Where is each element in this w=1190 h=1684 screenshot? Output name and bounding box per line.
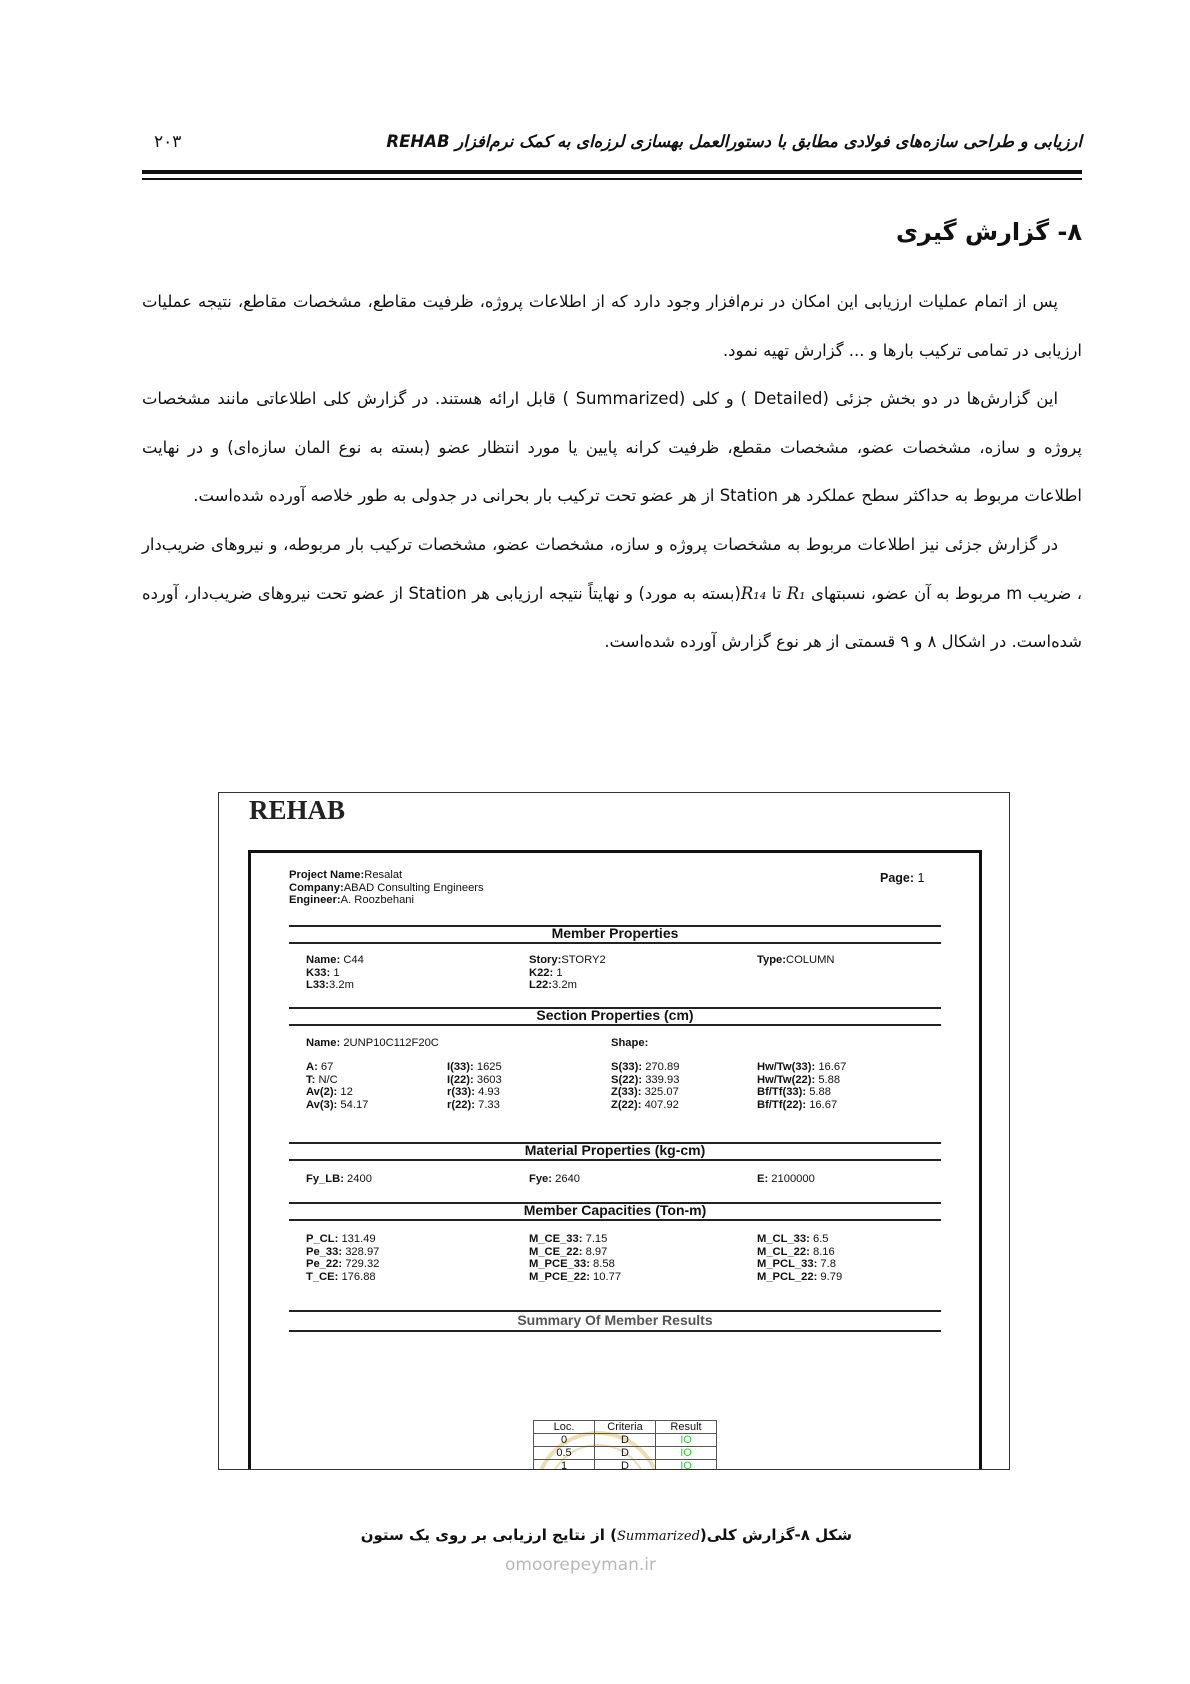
prop-label: r(33):	[447, 1086, 475, 1099]
cap-label: Pe_33:	[306, 1245, 343, 1258]
l22-label: L22:	[529, 979, 553, 992]
cap-value: 131.49	[341, 1233, 376, 1245]
k33-value: 1	[333, 966, 340, 979]
prop-value: 270.89	[645, 1061, 680, 1073]
section-col1	[306, 1061, 368, 1111]
prop-value: 339.93	[645, 1073, 680, 1086]
section-props-bottom-line	[289, 1024, 941, 1026]
member-props-col2	[529, 954, 606, 992]
l33-label: L33:	[306, 979, 330, 992]
capacities-bottom-line	[289, 1219, 941, 1221]
criteria-cell: D	[595, 1434, 656, 1447]
cap-label: T_CE:	[306, 1270, 339, 1283]
section-col3	[611, 1061, 679, 1111]
paragraph-3-part-a: در گزارش جزئی نیز اطلاعات مربوط به مشخصات پروژه و سازه، مشخصات عضو، مشخصات ترکیب بار مربوطه، و نیروهای ضریب‌دار ، ضریب m مربوط به آن عضو، نسبتهای	[142, 534, 1082, 603]
project-info	[289, 869, 484, 907]
material-props-bottom-line	[289, 1159, 941, 1161]
summary-title: Summary Of Member Results	[517, 1312, 713, 1328]
cap-label: M_CL_33:	[757, 1233, 810, 1245]
figure-frame	[218, 792, 1010, 1470]
member-props-col1	[306, 954, 364, 992]
prop-label: S(22):	[611, 1073, 643, 1086]
caption-latin: Summarized	[616, 1529, 700, 1544]
material-props-title: Material Properties (kg-cm)	[524, 1142, 706, 1158]
prop-value: 1625	[476, 1061, 502, 1073]
prop-value: 7.33	[478, 1098, 500, 1111]
cap-value: 9.79	[820, 1270, 843, 1283]
l33-value: 3.2m	[329, 979, 354, 992]
prop-label: Av(2):	[306, 1086, 338, 1099]
prop-label: Bf/Tf(33):	[757, 1086, 807, 1099]
cap-label: M_PCE_22:	[529, 1270, 590, 1283]
engineer-value: A. Roozbehani	[340, 894, 415, 907]
l22-value: 3.2m	[552, 979, 577, 992]
loc-cell: 0	[534, 1434, 595, 1447]
cap-value: 729.32	[345, 1258, 380, 1271]
prop-value: N/C	[318, 1073, 338, 1086]
prop-label: Z(22):	[611, 1098, 642, 1111]
running-title: ارزیابی و طراحی سازه‌های فولادی مطابق با دستورالعمل بهسازی لرزه‌ای به کمک نرم‌افزار REHAB	[386, 132, 1082, 151]
capacities-col3	[757, 1233, 842, 1283]
type-label: Type:	[757, 954, 787, 966]
prop-value: 325.07	[644, 1086, 679, 1099]
running-header	[142, 132, 1082, 162]
engineer-label: Engineer:	[289, 894, 341, 907]
prop-label: Z(33):	[611, 1086, 642, 1099]
prop-value: 4.93	[478, 1086, 500, 1099]
cap-label: M_PCL_33:	[757, 1258, 818, 1271]
header-rule-thin	[142, 178, 1082, 180]
section-name-value: 2UNP10C112F20C	[343, 1037, 439, 1049]
caption-suffix: ) از نتایج ارزیابی بر روی یک ستون	[360, 1526, 617, 1544]
criteria-cell: D	[595, 1460, 656, 1471]
e-value: 2100000	[771, 1173, 815, 1185]
result-cell: IO	[656, 1447, 717, 1460]
cap-value: 8.58	[593, 1258, 615, 1271]
prop-label: Hw/Tw(33):	[757, 1061, 816, 1073]
prop-value: 12	[340, 1086, 353, 1099]
cap-value: 8.97	[585, 1245, 608, 1258]
page-number: ۲۰۳	[154, 132, 182, 152]
report-box	[248, 850, 982, 1470]
cap-value: 10.77	[593, 1270, 622, 1283]
header-rule-thick	[142, 170, 1082, 174]
paragraph-2: این گزارش‌ها در دو بخش جزئی (Detailed ) و کلی (Summarized ) قابل ارائه هستند. در گزارش کلی اطلاعاتی مانند مشخصات پروژه و سازه، مشخصات عضو، مشخصات مقطع، ظرفیت کرانه پایین یا مورد انتظار عضو (بسته به نوع المان سازه‌ای) و در نهایت اطلاعات مربوط به حداکثر سطح عملکرد هر Station از هر عضو تحت ترکیب بار بحرانی در جدولی به طور خلاصه آورده شده‌است.	[142, 389, 1082, 506]
cap-value: 8.16	[812, 1245, 835, 1258]
prop-label: A:	[306, 1061, 318, 1073]
loc-cell: 0.5	[534, 1447, 595, 1460]
fy-label: Fy_LB:	[306, 1173, 344, 1185]
cap-label: M_PCE_33:	[529, 1258, 590, 1271]
prop-label: Av(3):	[306, 1098, 338, 1111]
paragraph-3-part-b: (بسته به مورد) و نهایتاً نتیجه ارزیابی هر Station از عضو تحت نیروهای ضریب‌دار، آورده شده‌است. در اشکال ۸ و ۹ قسمتی از هر نوع گزارش آورده شده‌است.	[142, 583, 1082, 652]
paragraph-3-to: تا	[766, 583, 787, 603]
site-watermark-text: omoorepeyman.ir	[505, 1555, 657, 1575]
paragraph-3	[142, 521, 1082, 667]
member-props-title: Member Properties	[551, 925, 679, 941]
cap-label: M_PCL_22:	[757, 1270, 818, 1283]
company-value: ABAD Consulting Engineers	[343, 881, 484, 894]
prop-label: I(33):	[447, 1061, 474, 1073]
section-name	[306, 1037, 439, 1050]
section-col4	[757, 1061, 846, 1111]
cap-label: M_CL_22:	[757, 1245, 810, 1258]
caption-prefix: شکل ۸-گزارش کلی(	[699, 1526, 852, 1544]
member-props-bottom-line	[289, 942, 941, 944]
criteria-cell: D	[595, 1447, 656, 1460]
section-heading: ۸- گزارش گیری	[895, 218, 1082, 246]
cap-value: 7.8	[820, 1258, 836, 1271]
table-header-row	[534, 1421, 717, 1434]
page-label: Page:	[880, 871, 915, 885]
fye	[529, 1173, 580, 1186]
elastic-modulus	[757, 1173, 815, 1186]
project-label: Project Name:	[289, 869, 365, 881]
story-label: Story:	[529, 954, 562, 966]
cap-label: P_CL:	[306, 1233, 339, 1245]
prop-label: Hw/Tw(22):	[757, 1073, 816, 1086]
company-label: Company:	[289, 881, 344, 894]
page-indicator	[880, 871, 924, 885]
cap-label: M_CE_22:	[529, 1245, 583, 1258]
prop-value: 5.88	[818, 1073, 841, 1086]
prop-value: 16.67	[809, 1098, 838, 1111]
figure-caption	[361, 1526, 852, 1544]
capacities-col2	[529, 1233, 621, 1283]
table-row	[534, 1434, 717, 1447]
section-props-title: Section Properties (cm)	[536, 1007, 694, 1023]
table-header-cell: Criteria	[595, 1421, 656, 1434]
prop-value: 5.88	[809, 1086, 831, 1099]
section-name-label: Name:	[306, 1037, 341, 1049]
k22-value: 1	[556, 966, 563, 979]
table-header-cell: Loc.	[534, 1421, 595, 1434]
fye-label: Fye:	[529, 1173, 553, 1185]
member-props-col3	[757, 954, 835, 967]
prop-label: Bf/Tf(22):	[757, 1098, 807, 1111]
member-name-value: C44	[343, 954, 364, 966]
member-name-label: Name:	[306, 954, 341, 966]
fy-value: 2400	[347, 1173, 372, 1185]
k33-label: K33:	[306, 966, 331, 979]
capacities-col1	[306, 1233, 379, 1283]
cap-label: Pe_22:	[306, 1258, 343, 1271]
site-watermark	[505, 1555, 656, 1575]
capacities-title: Member Capacities (Ton-m)	[523, 1202, 707, 1218]
section-col2	[447, 1061, 502, 1111]
fy-lb	[306, 1173, 372, 1186]
k22-label: K22:	[529, 966, 554, 979]
prop-label: r(22):	[447, 1098, 475, 1111]
e-label: E:	[757, 1173, 769, 1185]
type-value: COLUMN	[786, 954, 835, 966]
prop-label: I(22):	[447, 1073, 474, 1086]
prop-label: T:	[306, 1073, 316, 1086]
cap-value: 176.88	[341, 1270, 376, 1283]
story-value: STORY2	[561, 954, 606, 966]
paragraph-1: پس از اتمام عملیات ارزیابی این امکان در نرم‌افزار وجود دارد که از اطلاعات پروژه، ظرفیت مقاطع، مشخصات مقاطع، نتیجه عملیات ارزیابی در تمامی ترکیب بارها و ... گزارش تهیه نمود.	[142, 292, 1082, 360]
summary-results-table	[533, 1420, 717, 1470]
body-text	[142, 278, 1082, 667]
project-value: Resalat	[364, 869, 403, 881]
cap-value: 7.15	[585, 1233, 608, 1245]
math-r14: R₁₄	[740, 583, 767, 603]
table-header-cell: Result	[656, 1421, 717, 1434]
table-row	[534, 1447, 717, 1460]
rehab-logo: REHAB	[249, 795, 346, 825]
fye-value: 2640	[555, 1173, 581, 1185]
summary-bottom-line	[289, 1330, 941, 1332]
prop-value: 54.17	[340, 1098, 369, 1111]
cap-value: 328.97	[345, 1245, 380, 1258]
prop-value: 3603	[476, 1073, 502, 1086]
prop-value: 407.92	[644, 1098, 679, 1111]
result-cell: IO	[656, 1434, 717, 1447]
loc-cell: 1	[534, 1460, 595, 1471]
table-row	[534, 1460, 717, 1471]
math-r1: R₁	[786, 583, 806, 603]
shape-label: Shape:	[611, 1037, 649, 1049]
prop-value: 67	[320, 1061, 334, 1073]
result-cell: IO	[656, 1460, 717, 1471]
section-shape	[611, 1037, 648, 1050]
page-value: 1	[917, 871, 925, 885]
cap-value: 6.5	[812, 1233, 829, 1245]
cap-label: M_CE_33:	[529, 1233, 583, 1245]
prop-value: 16.67	[818, 1061, 847, 1073]
prop-label: S(33):	[611, 1061, 643, 1073]
